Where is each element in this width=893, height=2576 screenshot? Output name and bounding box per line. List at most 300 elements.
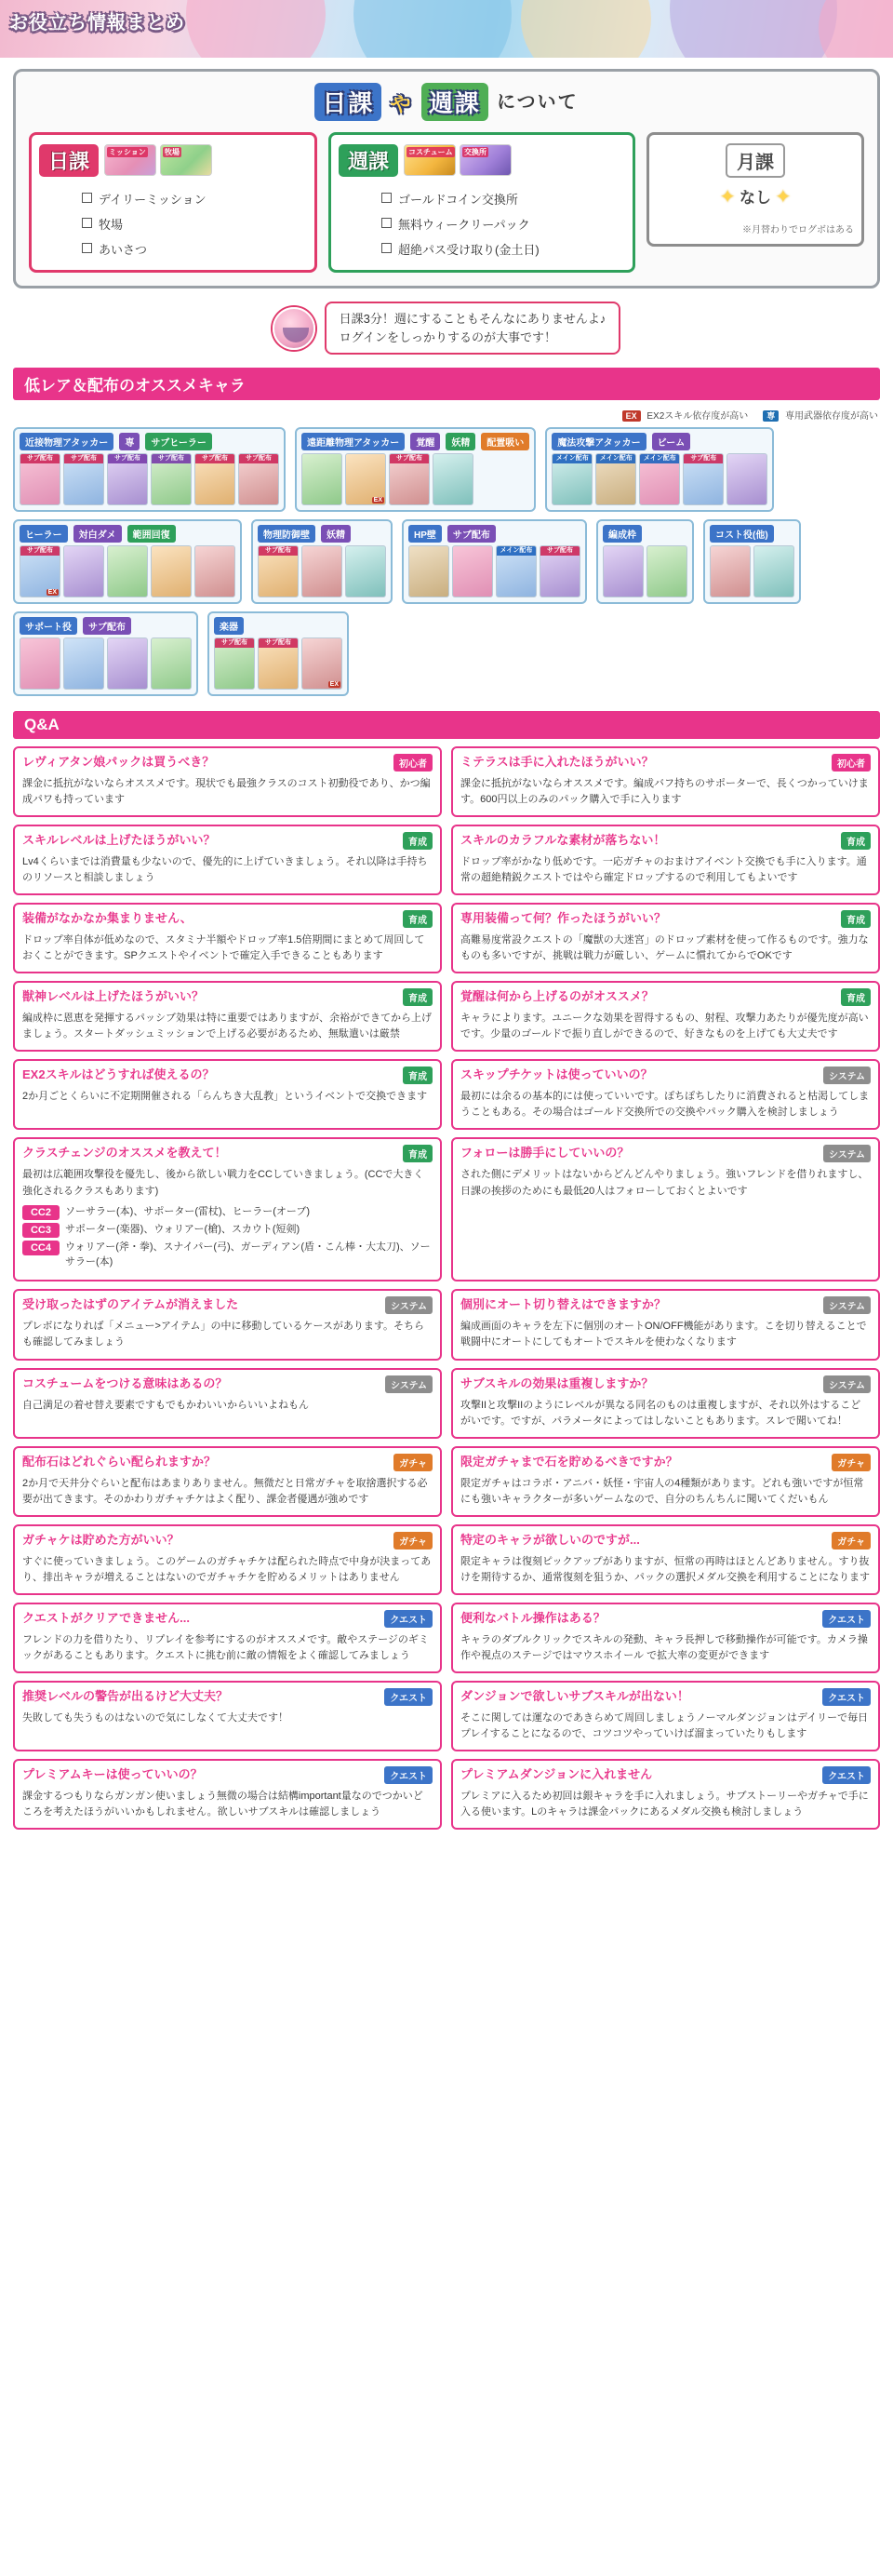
qa-card — [451, 825, 880, 895]
qa-answer: プレボになりれば「メニュー>アイテム」の中に移動しているケースがあります。そちらも確認してみましょう — [22, 1321, 425, 1348]
qa-card-head — [460, 910, 871, 928]
qa-card-head — [460, 1145, 871, 1162]
qa-card — [451, 903, 880, 973]
char-block-subtag: 対白ダメ — [73, 525, 122, 543]
char-block-title: 楽器 — [214, 617, 244, 635]
qa-card-head — [22, 1766, 433, 1784]
char-block-head — [603, 525, 687, 543]
daily-list — [41, 186, 307, 262]
qa-question: スキルレベルは上げたほうがいい？ — [22, 833, 216, 848]
qa-category-badge: ガチャ — [393, 1532, 433, 1550]
legend-ex — [622, 408, 749, 422]
qa-category-badge: 育成 — [403, 1145, 433, 1162]
qa-answer: 最初は広範囲攻撃役を優先し、後から欲しい戦力をCCしていきましょう。(CCで大きく強化されるクラスもあります) — [22, 1169, 424, 1197]
qa-card-head — [460, 988, 871, 1006]
qa-card — [451, 1524, 880, 1595]
char-row — [258, 545, 386, 597]
ex-badge-icon: EX — [47, 589, 57, 596]
title-ya: や — [390, 93, 413, 116]
char-block-title: 近接物理アタッカー — [20, 433, 113, 450]
char-row — [20, 453, 279, 505]
qa-answer: 課金に抵抗がないならオススメです。現状でも最強クラスのコスト初動役であり、かつ編成パワも持っています — [22, 778, 431, 806]
character-card[interactable] — [496, 545, 537, 597]
qa-answer: された側にデメリットはないからどんどんやりましょう。強いフレンドを借りれますし、日課の挨拶のためにも最低20人はフォローしておくとよいです — [460, 1169, 869, 1197]
qa-question: 便利なバトル操作はある？ — [460, 1610, 606, 1625]
qa-category-badge: ガチャ — [832, 1454, 871, 1471]
list-item: 無料ウィークリーパック — [378, 211, 625, 236]
qa-answer: すぐに使っていきましょう。このゲームのガチャチケは配られた時点で中身が決まってあり、排出キャラが増えることはないのでガチャチケを貯めるメリットはありません — [22, 1555, 432, 1583]
monthly-card — [646, 132, 864, 247]
qa-question: スキップチケットは使っていいの？ — [460, 1067, 653, 1082]
qa-question: プレミアムダンジョンに入れません — [460, 1767, 653, 1781]
title-suffix: について — [497, 92, 579, 113]
qa-card — [13, 981, 442, 1052]
monthly-none-text: なし — [740, 189, 771, 207]
character-card[interactable] — [214, 637, 255, 690]
cc-key: CC2 — [22, 1205, 60, 1220]
char-row — [301, 453, 529, 505]
character-card-tag: サブ配布 — [239, 454, 278, 463]
character-card[interactable] — [151, 637, 192, 690]
bokujyo-thumb — [160, 144, 212, 176]
char-legend — [15, 408, 878, 422]
character-card-tag: メイン配布 — [596, 454, 635, 463]
qa-card-head — [460, 1610, 871, 1628]
character-card[interactable] — [107, 453, 148, 505]
qa-category-badge: クエスト — [822, 1766, 871, 1784]
char-block-head — [214, 617, 342, 635]
char-block-subtag: サブヒーラー — [145, 433, 212, 450]
qa-question: 限定ガチャまで石を貯めるべきですか？ — [460, 1454, 678, 1469]
ex-badge-icon: EX — [329, 681, 339, 688]
qa-category-badge: システム — [823, 1296, 871, 1314]
char-block-head — [20, 433, 279, 450]
character-card[interactable] — [646, 545, 687, 597]
qa-question: 専用装備って何？作ったほうがいい？ — [460, 911, 667, 926]
character-card[interactable] — [107, 637, 148, 690]
cc-value: サポーター(楽器)、ウォリアー(槍)、スカウト(短剣) — [65, 1223, 300, 1235]
character-card-tag: サブ配布 — [215, 638, 254, 648]
qa-card-head — [460, 1688, 871, 1706]
character-card[interactable] — [753, 545, 794, 597]
char-row — [214, 637, 342, 690]
char-block — [13, 519, 242, 604]
qa-card-head — [22, 832, 433, 850]
cc-key: CC3 — [22, 1223, 60, 1238]
qa-card — [451, 1681, 880, 1751]
char-block-subtag: サブ配布 — [83, 617, 131, 635]
character-card[interactable] — [345, 545, 386, 597]
weekly-list — [340, 186, 625, 262]
hero-decor-4 — [670, 0, 837, 58]
char-block — [207, 611, 349, 696]
char-block-subtag: 配置吸い — [481, 433, 529, 450]
cc-table — [22, 1205, 433, 1270]
qa-answer: プレミアに入るため初回は銀キャラを手に入れましょう。サブストーリーやガチャで手に入る使います。Lのキャラは課金パックにあるメダル交換も検討しましょう — [460, 1791, 869, 1818]
monthly-note: ※月替わりでログボはある — [742, 225, 854, 235]
qa-card — [13, 903, 442, 973]
char-block — [596, 519, 694, 604]
character-card-tag: サブ配布 — [108, 454, 147, 463]
costume-thumb — [404, 144, 456, 176]
char-block-head — [552, 433, 767, 450]
qa-card-head — [22, 1375, 433, 1393]
qa-question: 個別にオート切り替えはできますか？ — [460, 1297, 667, 1312]
qa-answer: 2か月ごとくらいに不定期開催される「らんちき大乱教」というイベントで交換できます — [22, 1091, 428, 1103]
qa-question: 獣神レベルは上げたほうがいい？ — [22, 989, 205, 1004]
legend-weapon — [763, 408, 878, 422]
qa-card-head — [22, 1610, 433, 1628]
qa-category-badge: 育成 — [841, 988, 871, 1006]
character-card-tag: サブ配布 — [195, 454, 234, 463]
char-block-title: コスト役(他) — [710, 525, 774, 543]
char-block — [545, 427, 774, 512]
qa-card — [451, 1446, 880, 1517]
hero-decor-3 — [521, 0, 651, 58]
page-title: お役立ち情報まとめ — [9, 13, 185, 34]
qa-category-badge: 育成 — [403, 832, 433, 850]
daily-card-head — [39, 141, 307, 179]
qa-card-head — [22, 1688, 433, 1706]
qa-question: プレミアムキーは使っていいの？ — [22, 1767, 203, 1781]
char-block-subtag: 範囲回復 — [127, 525, 176, 543]
hero-decor-2 — [353, 0, 512, 58]
title-weekly: 週課 — [421, 83, 488, 121]
char-block-head — [20, 525, 235, 543]
bokujyo-thumb-label: 牧場 — [165, 148, 180, 156]
character-card[interactable] — [389, 453, 430, 505]
mission-thumb — [104, 144, 156, 176]
character-card[interactable] — [639, 453, 680, 505]
qa-question: スキルのカラフルな素材が落ちない！ — [460, 833, 666, 848]
qa-card-head — [460, 754, 871, 771]
mission-thumb-label: ミッション — [109, 148, 146, 156]
char-block — [402, 519, 587, 604]
character-card[interactable] — [20, 453, 60, 505]
qa-answer: 攻撃IIと攻撃IIのようにレベルが異なる同名のものは重複しますが、それ以外はするこどがいです。ですが、パラメータによってはしないこともあります。スレで聞いてね！ — [460, 1399, 861, 1427]
char-block-subtag: 妖精 — [446, 433, 475, 450]
qa-card — [451, 981, 880, 1052]
character-card-tag: サブ配布 — [390, 454, 429, 463]
daily-label: 日課 — [39, 144, 99, 177]
char-block-title: ヒーラー — [20, 525, 68, 543]
pack-thumb-label: 交換所 — [464, 148, 487, 156]
list-item: デイリーミッション — [78, 186, 307, 211]
char-row — [710, 545, 794, 597]
char-block — [13, 427, 286, 512]
qa-question: コスチュームをつける意味はあるの？ — [22, 1375, 228, 1390]
qa-question: クエストがクリアできません... — [22, 1610, 190, 1625]
qa-answer: キャラのダブルクリックでスキルの発動、キャラ長押しで移動操作が可能です。カメラ操作や視点のステージではマウスホイール で拡大率の変更ができます — [460, 1633, 868, 1661]
char-block — [295, 427, 536, 512]
qa-card-head — [460, 1067, 871, 1084]
tip-note — [0, 302, 893, 355]
qa-question: 受け取ったはずのアイテムが消えました — [22, 1297, 239, 1312]
ex-badge-icon: EX — [373, 497, 382, 503]
char-block — [703, 519, 801, 604]
character-grid — [13, 427, 880, 696]
qa-card — [13, 1446, 442, 1517]
character-card[interactable] — [258, 637, 299, 690]
character-card[interactable] — [301, 637, 342, 690]
character-card-tag: サブ配布 — [64, 454, 103, 463]
character-card[interactable] — [151, 453, 192, 505]
character-card[interactable] — [603, 545, 644, 597]
character-card[interactable] — [595, 453, 636, 505]
daily-card — [29, 132, 317, 273]
qa-grid — [13, 746, 880, 1830]
sparkle-icon: ✦ — [719, 187, 736, 208]
qa-category-badge: 育成 — [841, 832, 871, 850]
sparkle-icon: ✦ — [775, 187, 792, 208]
qa-card — [13, 1681, 442, 1751]
qa-category-badge: 育成 — [403, 1067, 433, 1084]
char-block — [251, 519, 393, 604]
qa-answer: 課金に抵抗がないならオススメです。編成バフ持ちのサポーターで、長くつかっていけます。600円以上のみのパック購入で手に入ります — [460, 778, 869, 806]
legend-ex-text: EX2スキル依存度が高い — [646, 411, 749, 422]
character-card[interactable] — [20, 545, 60, 597]
qa-card — [13, 746, 442, 817]
weekly-thumbs — [404, 144, 512, 176]
qa-question: 覚醒は何から上げるのがオススメ？ — [460, 989, 654, 1004]
qa-card — [13, 1289, 442, 1360]
qa-card-head — [22, 1067, 433, 1084]
qa-answer: 課金するつもりならガンガン使いましょう無微の場合は結構important量なのでつかいどころを考えたほうがいいかもしれません。欲しいサブスキルは確認しましょう — [22, 1791, 423, 1818]
char-section-heading: 低レア＆配布のオススメキャラ — [13, 368, 880, 400]
legend-weapon-text: 専用武器依存度が高い — [785, 411, 878, 422]
qa-question: 特定のキャラが欲しいのですが... — [460, 1532, 640, 1547]
qa-card-head — [22, 1532, 433, 1550]
qa-card — [13, 825, 442, 895]
qa-category-badge: 育成 — [403, 988, 433, 1006]
weekly-card — [328, 132, 635, 273]
avatar — [273, 307, 315, 350]
qa-answer: 編成画面のキャラを左下に個別のオートON/OFF機能があります。こを切り替えることで戦闘中にオートにしてもオートでスキルを使わなくなります — [460, 1321, 867, 1348]
char-block-subtag: 覚醒 — [410, 433, 440, 450]
list-item: 超絶パス受け取り(金土日) — [378, 236, 625, 262]
qa-card-head — [460, 1296, 871, 1314]
qa-category-badge: 初心者 — [393, 754, 433, 771]
pack-thumb — [460, 144, 512, 176]
qa-card-head — [460, 1532, 871, 1550]
title-daily: 日課 — [314, 83, 381, 121]
qa-answer: ドロップ率自体が低めなので、スタミナ半額やドロップ率1.5倍期間にまとめて周回しておくことができます。SPクエストやイベントで確定入手できることもあります — [22, 934, 425, 962]
character-card[interactable] — [552, 453, 593, 505]
qa-card-head — [22, 910, 433, 928]
qa-question: 配布石はどれぐらい配られますか？ — [22, 1454, 217, 1469]
qa-answer: そこに関しては運なのであきらめて周回しましょうノーマルダンジョンはデイリーで毎日プレイすることになるので、コツコツやっていけば溜まっていたりもします — [460, 1711, 869, 1739]
qa-card — [13, 1059, 442, 1130]
monthly-body — [657, 179, 854, 235]
char-block-title: 物理防御壁 — [258, 525, 315, 543]
character-card-tag: サブ配布 — [540, 546, 580, 556]
daily-weekly-panel — [13, 69, 880, 288]
qa-answer: キャラによります。ユニークな効果を習得するもの、射程、攻撃力あたりが優先度が高いです。少量のゴールドで振り直しができるので、好きなものを上げても大丈夫です — [460, 1013, 869, 1040]
table-row — [22, 1205, 433, 1220]
character-card[interactable] — [683, 453, 724, 505]
char-block-title: HP壁 — [408, 525, 442, 543]
qa-category-badge: システム — [385, 1375, 433, 1393]
qa-question: レヴィアタン娘パックは買うべき？ — [22, 755, 215, 769]
qa-card-head — [22, 754, 433, 771]
qa-category-badge: クエスト — [384, 1610, 433, 1628]
hero-decor-5 — [819, 0, 893, 58]
character-card[interactable] — [107, 545, 148, 597]
character-card[interactable] — [452, 545, 493, 597]
qa-card — [451, 1603, 880, 1673]
character-card[interactable] — [710, 545, 751, 597]
qa-card-head — [22, 1454, 433, 1471]
daily-weekly-title — [29, 83, 864, 121]
qa-answer: 自己満足の着せ替え要素ですもでもかわいいからいいよねもん — [22, 1399, 309, 1411]
hero-banner — [0, 0, 893, 58]
qa-category-badge: システム — [385, 1296, 433, 1314]
qa-section-heading: Q&A — [13, 711, 880, 739]
qa-card — [13, 1137, 442, 1281]
hero-decor-1 — [186, 0, 326, 58]
character-card[interactable] — [726, 453, 767, 505]
char-block-subtag: 妖精 — [321, 525, 351, 543]
character-card[interactable] — [194, 453, 235, 505]
qa-answer: ドロップ率がかなり低めです。一応ガチャのおまけアイベント交換でも手に入ります。通常の超絶精鋭クエストではやら確定ドロップするので利用してもよいです — [460, 856, 867, 884]
character-card[interactable] — [194, 545, 235, 597]
qa-answer: 2か月で天井分ぐらいと配布はあまりありません。無微だと日常ガチャを取捨選択する必要が出てきます。そのかわりガチャチケはよく配り、課金者優遇が強めです — [22, 1477, 428, 1505]
qa-question: 推奨レベルの警告が出るけど大丈夫？ — [22, 1688, 229, 1703]
character-card[interactable] — [63, 545, 104, 597]
qa-card-head — [460, 832, 871, 850]
qa-card — [451, 746, 880, 817]
qa-category-badge: ガチャ — [393, 1454, 433, 1471]
costume-thumb-label: コスチューム — [408, 148, 453, 156]
qa-question: フォローは勝手にしていいの？ — [460, 1146, 630, 1161]
qa-category-badge: クエスト — [822, 1688, 871, 1706]
qa-category-badge: クエスト — [822, 1610, 871, 1628]
qa-answer: 限定ガチャはコラボ・アニバ・妖怪・宇宙人の4種類があります。どれも強いですが恒常にも強いキャラクターが多いゲームなので、自分のちんちんに聞いてくだいもん — [460, 1477, 864, 1505]
char-block-head — [408, 525, 580, 543]
cc-value: ソーサラー(本)、サポーター(雷杖)、ヒーラー(オーブ) — [65, 1205, 310, 1217]
char-block-subtag: 専 — [119, 433, 140, 450]
character-card[interactable] — [151, 545, 192, 597]
char-row — [603, 545, 687, 597]
qa-category-badge: クエスト — [384, 1688, 433, 1706]
qa-card-head — [460, 1375, 871, 1393]
qa-question: クラスチェンジのオススメを教えて！ — [22, 1146, 227, 1161]
character-card[interactable] — [345, 453, 386, 505]
qa-card — [451, 1759, 880, 1830]
legend-weapon-chip: 専 — [763, 410, 779, 422]
weekly-label: 週課 — [339, 144, 398, 177]
qa-category-badge: クエスト — [384, 1766, 433, 1784]
char-row — [20, 545, 235, 597]
qa-answer: 限定キャラは復刻ピックアップがありますが、恒常の再時はほとんどありません。すり抜けを期待するか、通常復刻を狙うか、パックの選択メダル交換を利用することになります — [460, 1555, 870, 1583]
character-card-tag: サブ配布 — [259, 638, 298, 648]
char-block-title: 編成枠 — [603, 525, 642, 543]
qa-answer: 失敗しても失うものはないので気にしなくて大丈夫です！ — [22, 1711, 288, 1724]
task-cards — [29, 132, 864, 273]
qa-answer: 最初には余るの基本的には使っていいです。ぽちぽちしたりに消費されると枯渇してしまうこともある。その場合はゴールド交換所での交換やパック購入を検討しましょう — [460, 1091, 870, 1119]
character-card[interactable] — [63, 453, 104, 505]
qa-question: EX2スキルはどうすれば使えるの？ — [22, 1067, 215, 1082]
qa-card — [13, 1524, 442, 1595]
character-card[interactable] — [238, 453, 279, 505]
qa-question: 装備がなかなか集まりません、 — [22, 911, 193, 926]
char-row — [552, 453, 767, 505]
qa-category-badge: システム — [823, 1375, 871, 1393]
tip-note-text — [325, 302, 621, 355]
character-card[interactable] — [540, 545, 580, 597]
character-card[interactable] — [20, 637, 60, 690]
qa-card-head — [22, 988, 433, 1006]
char-block-subtag: サブ配布 — [447, 525, 496, 543]
character-card[interactable] — [301, 453, 342, 505]
character-card-tag: サブ配布 — [259, 546, 298, 556]
character-card-tag: メイン配布 — [640, 454, 679, 463]
monthly-label: 月課 — [726, 143, 785, 178]
char-block-head — [20, 617, 192, 635]
weekly-card-head — [339, 141, 625, 179]
qa-category-badge: 育成 — [403, 910, 433, 928]
list-item: 牧場 — [78, 211, 307, 236]
char-block-title: サポート役 — [20, 617, 77, 635]
list-item: あいさつ — [78, 236, 307, 262]
char-block-title: 遠距離物理アタッカー — [301, 433, 405, 450]
qa-card-head — [22, 1296, 433, 1314]
character-card[interactable] — [301, 545, 342, 597]
qa-category-badge: ガチャ — [832, 1532, 871, 1550]
qa-card — [13, 1759, 442, 1830]
qa-category-badge: システム — [823, 1067, 871, 1084]
qa-card — [451, 1059, 880, 1130]
qa-answer: フレンドの力を借りたり、リプレイを参考にするのがオススメです。敵やステージのギミックがあることもあります。クエストに挑む前に敵の情報をよく確認してみましょう — [22, 1633, 429, 1661]
legend-ex-chip: EX — [622, 410, 641, 422]
character-card[interactable] — [433, 453, 473, 505]
tip-line-1: 日課3分！週にすることもそんなにありませんよ♪ — [339, 312, 606, 326]
character-card-tag: サブ配布 — [20, 454, 60, 463]
qa-card-head — [22, 1145, 433, 1162]
character-card[interactable] — [258, 545, 299, 597]
character-card-tag: メイン配布 — [553, 454, 592, 463]
qa-card-head — [460, 1766, 871, 1784]
qa-card — [451, 1137, 880, 1281]
qa-card-head — [460, 1454, 871, 1471]
daily-thumbs — [104, 144, 212, 176]
qa-category-badge: 育成 — [841, 910, 871, 928]
char-block-title: 魔法攻撃アタッカー — [552, 433, 646, 450]
char-block-subtag: ビーム — [652, 433, 691, 450]
character-card-tag: サブ配布 — [152, 454, 191, 463]
qa-card — [13, 1603, 442, 1673]
qa-card — [451, 1289, 880, 1360]
character-card[interactable] — [408, 545, 449, 597]
character-card-tag: サブ配布 — [20, 546, 60, 556]
char-block — [13, 611, 198, 696]
qa-question: ダンジョンで欲しいサブスキルが出ない！ — [460, 1688, 689, 1703]
qa-answer: Lv4くらいまでは消費量も少ないので、優先的に上げていきましょう。それ以降は手持ちのリソースと相談しましょう — [22, 856, 428, 884]
qa-card — [13, 1368, 442, 1439]
table-row — [22, 1241, 433, 1270]
list-item: ゴールドコイン交換所 — [378, 186, 625, 211]
character-card-tag: サブ配布 — [684, 454, 723, 463]
character-card-tag: メイン配布 — [497, 546, 536, 556]
char-block-head — [258, 525, 386, 543]
qa-answer: 高難易度常設クエストの「魔獣の大迷宮」のドロップ素材を使って作るものです。強力なものも多いですが、挑戦は戦力が厳しい、ゲームに慣れてからでOKです — [460, 934, 869, 962]
qa-question: ガチャケは貯めた方がいい？ — [22, 1532, 180, 1547]
character-card[interactable] — [63, 637, 104, 690]
tip-line-2: ログインをしっかりするのが大事です！ — [339, 329, 556, 344]
qa-category-badge: 初心者 — [832, 754, 871, 771]
qa-question: ミテラスは手に入れたほうがいい？ — [460, 755, 654, 769]
qa-category-badge: システム — [823, 1145, 871, 1162]
